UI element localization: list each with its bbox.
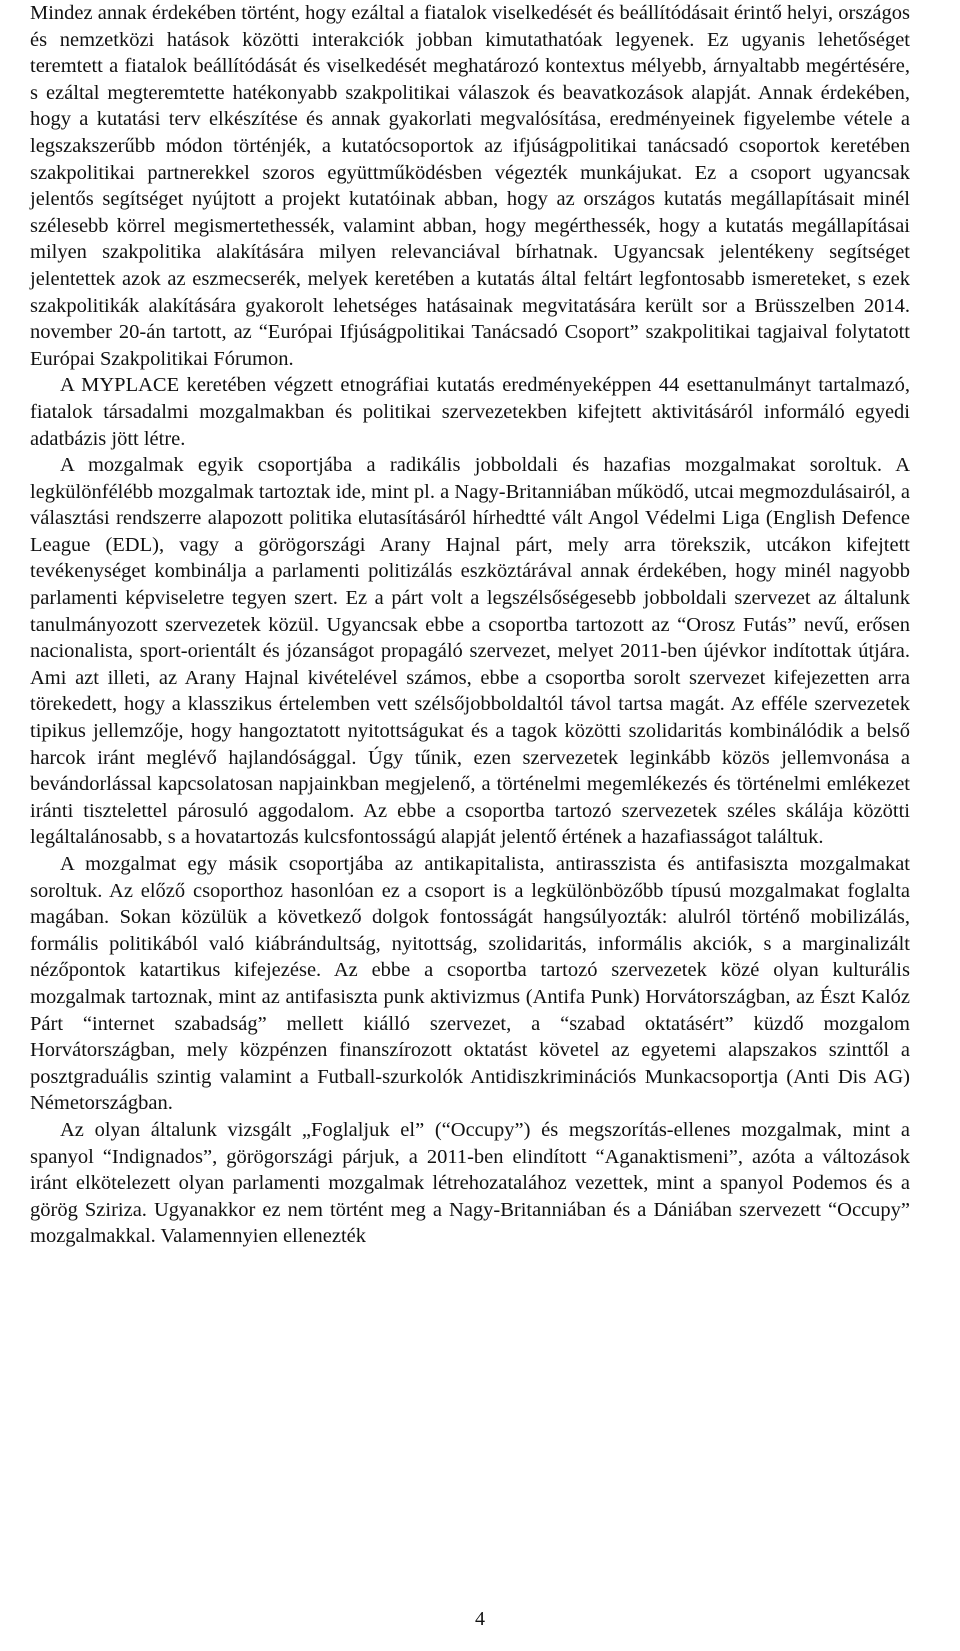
paragraph-5: Az olyan általunk vizsgált „Foglaljuk el” (“Occupy”) és megszorítás-ellenes mozgalmak, mint a spanyol “Indignados”, görögországi párjuk, a 2011-ben elindított “Aganaktismeni”, azóta a változások iránt elkötelezett olyan parlamenti mozgalmak létrehozatalához vezettek, mint a spanyol Podemos és a görög Sziriza. Ugyanakkor ez nem történt meg a Nagy-Britanniában és a Dániában szervezett “Occupy” mozgalmakkal. Valamennyien ellenezték <box>30 1118 910 1248</box>
paragraph-1: Mindez annak érdekében történt, hogy ezáltal a fiatalok viselkedését és beállítódásait érintő helyi, országos és nemzetközi hatások közötti interakciók jobban kimutathatóak legyenek. Ez ugyanis lehetőséget teremtett a fiatalok beállítódását és viselkedését meghatározó kontextus mélyebb, árnyaltabb megértésére, s ezáltal megteremtette hatékonyabb szakpolitikai válaszok és beavatkozások alapját. Annak érdekében, hogy a kutatási terv elkészítése és annak gyakorlati megvalósítása, eredményeinek figyelembe vétele a legszakszerűbb módon történjék, a kutatócsoportok az ifjúságpolitikai tanácsadó csoportok keretében szakpolitikai partnerekkel szoros együttműködésben végezték munkájukat. Ez a csoport ugyancsak jelentős segítséget nyújtott a projekt kutatóinak abban, hogy az országos kutatás megállapításait minél szélesebb körrel megismertethessék, valamint abban, hogy megérthessék, hogy a kutatás megállapításai milyen szakpolitika alakítására milyen relevanciával bírhatnak. Ugyancsak jelentékeny segítséget jelentettek azok az eszmecserék, melyek keretében a kutatás által feltárt legfontosabb ismereteket, s ezek szakpolitikák alakítására gyakorolt lehetséges hatásainak megvitatására került sor a Brüsszelben 2014. november 20-án tartott, az “Európai Ifjúságpolitikai Tanácsadó Csoport” szakpolitikai tagjaival folytatott Európai Szakpolitikai Fórumon. <box>30 2 910 370</box>
page-number: 4 <box>475 1608 485 1630</box>
paragraph-3: A mozgalmak egyik csoportjába a radikális jobboldali és hazafias mozgalmakat soroltuk. A legkülönfélébb mozgalmak tartoztak ide, mint pl. a Nagy-Britanniában működő, utcai megmozdulásairól, a választási rendszerre alapozott politika elutasításáról hírhedtté vált Angol Védelmi Liga (English Defence League (EDL), vagy a görögországi Arany Hajnal párt, mely arra törekszik, utcákon kifejtett tevékenységet kombinálja a parlamenti politizálás eszköztárával annak érdekében, hogy minél nagyobb parlamenti képviseletre tegyen szert. Ez a párt volt a legszélsőségesebb jobboldali szervezet az általunk tanulmányozott szervezetek közül. Ugyancsak ebbe a csoportba tartozott az “Orosz Futás” nevű, erősen nacionalista, sport-orientált és józanságot propagáló szervezet, melyet 2011-ben újévkor indítottak útjára. Ami azt illeti, az Arany Hajnal kivételével számos, ebbe a csoportba sorolt szervezet kifejezetten arra törekedett, hogy a klasszikus értelemben vett szélsőjobboldaltól távol tartsa magát. Az efféle szervezetek tipikus jellemzője, hogy hangoztatott nyitottságukat és a tagok közötti szolidaritás kombinálódik a belső harcok iránt meglévő hajlandósággal. Úgy tűnik, ezen szervezetek leginkább közös jellemvonása a bevándorlással kapcsolatosan napjainkban megjelenő, a történelmi megemlékezés és történelmi emlékezet iránti tisztelettel párosuló aggodalom. Az ebbe a csoportba tartozó szervezetek széles skálája közötti legáltalánosabb, s a hovatartozás kulcsfontosságú alapját jelentő értének a hazafiasságot találtuk. <box>30 454 910 849</box>
document-page <box>30 0 910 1250</box>
paragraph-2: A MYPLACE keretében végzett etnográfiai kutatás eredményeképpen 44 esettanulmányt tartalmazó, fiatalok társadalmi mozgalmakban és politikai szervezetekben kifejtett aktivitásáról informáló egyedi adatbázis jött létre. <box>30 374 910 450</box>
paragraph-4: A mozgalmat egy másik csoportjába az antikapitalista, antirasszista és antifasiszta mozgalmakat soroltuk. Az előző csoporthoz hasonlóan ez a csoport is a legkülönbözőbb típusú mozgalmakat foglalta magában. Sokan közülük a következő dolgok fontosságát hangsúlyozták: alulról történő mobilizálás, formális politikából való kiábrándultság, nyitottság, szolidaritás, informális akciók, s a marginalizált nézőpontok katartikus kifejezése. Az ebbe a csoportba tartozó szervezetek közé olyan kulturális mozgalmak tartoznak, mint az antifasiszta punk aktivizmus (Antifa Punk) Horvátországban, az Észt Kalóz Párt “internet szabadság” mellett kiálló szervezet, a “szabad oktatásért” küzdő mozgalom Horvátországban, mely közpénzen finanszírozott oktatást követel az egyetemi alapszakos szinttől a posztgraduális szintig valamint a Futball-szurkolók Antidiszkriminációs Munkacsoportja (Anti Dis AG) Németországban. <box>30 853 910 1115</box>
